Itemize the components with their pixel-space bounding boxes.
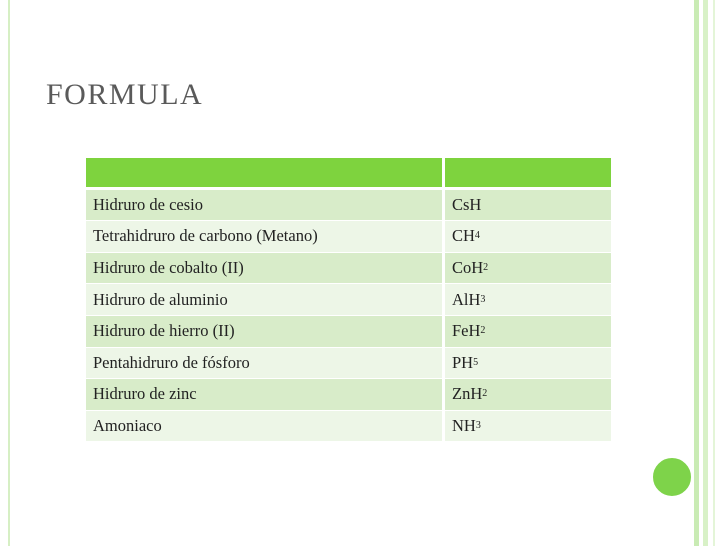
compound-formula: CH 4 — [445, 221, 611, 253]
compound-formula: NH 3 — [445, 411, 611, 443]
right-border-stripe — [713, 0, 715, 546]
table-header-cell — [445, 158, 611, 190]
compound-name: Tetrahidruro de carbono (Metano) — [86, 221, 445, 253]
slide-title: FORMULA — [46, 78, 204, 111]
compound-formula: PH 5 — [445, 348, 611, 380]
table-row — [86, 253, 611, 285]
compound-name: Hidruro de cesio — [86, 190, 445, 222]
left-border-stripe — [8, 0, 10, 546]
compound-formula: ZnH 2 — [445, 379, 611, 411]
compound-name: Hidruro de cobalto (II) — [86, 253, 445, 285]
right-border-stripe — [694, 0, 699, 546]
table-row — [86, 221, 611, 253]
compound-formula: CsH — [445, 190, 611, 222]
right-border-stripe — [703, 0, 708, 546]
table-row — [86, 411, 611, 443]
compound-formula: FeH 2 — [445, 316, 611, 348]
table-row — [86, 379, 611, 411]
compound-name: Hidruro de hierro (II) — [86, 316, 445, 348]
compound-formula: CoH 2 — [445, 253, 611, 285]
table-header-cell — [86, 158, 445, 190]
table-row — [86, 190, 611, 222]
table-row — [86, 316, 611, 348]
hydride-table — [86, 158, 611, 442]
table-row — [86, 348, 611, 380]
compound-formula: AlH 3 — [445, 284, 611, 316]
table-row — [86, 284, 611, 316]
table-header-row — [86, 158, 611, 190]
compound-name: Pentahidruro de fósforo — [86, 348, 445, 380]
compound-name: Hidruro de zinc — [86, 379, 445, 411]
compound-name: Hidruro de aluminio — [86, 284, 445, 316]
compound-name: Amoniaco — [86, 411, 445, 443]
decorative-circle — [650, 455, 694, 499]
